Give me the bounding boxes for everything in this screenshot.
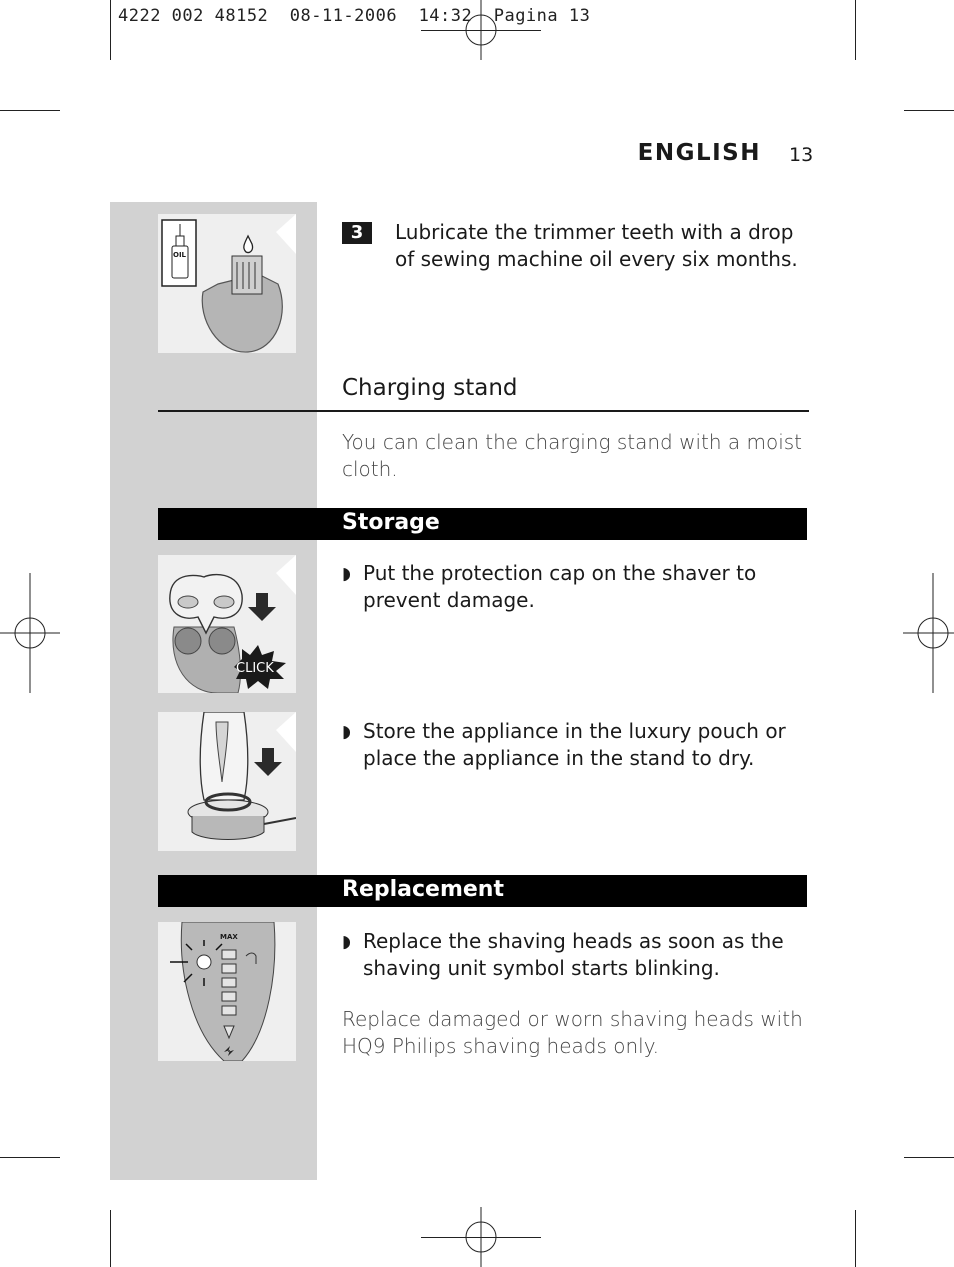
click-label: CLICK bbox=[236, 661, 274, 676]
bullet-icon: ◗ bbox=[342, 722, 351, 742]
illustration-stand bbox=[158, 712, 296, 851]
replacement-note-line1: Replace damaged or worn shaving heads with bbox=[342, 1007, 803, 1031]
replacement-heading-bar bbox=[158, 875, 807, 907]
storage-bullet1-line2: prevent damage. bbox=[363, 588, 535, 612]
print-header: 4222 002 48152 08-11-2006 14:32 Pagina 13 bbox=[118, 6, 591, 26]
charging-stand-line2: cloth. bbox=[342, 457, 398, 481]
storage-bullet2-line2: place the appliance in the stand to dry. bbox=[363, 746, 755, 770]
illustration-lubricate bbox=[158, 214, 296, 353]
bullet-icon: ◗ bbox=[342, 932, 351, 952]
illustration-protection-cap bbox=[158, 555, 296, 693]
bullet-icon: ◗ bbox=[342, 564, 351, 584]
illustration-display bbox=[158, 922, 296, 1061]
oil-bottle-icon bbox=[158, 214, 296, 353]
shaver-cap-icon bbox=[158, 555, 296, 693]
step3-line1: Lubricate the trimmer teeth with a drop bbox=[395, 220, 794, 244]
storage-heading-bar bbox=[158, 508, 807, 540]
replacement-bullet1-line2: shaving unit symbol starts blinking. bbox=[363, 956, 720, 980]
step3-line2: of sewing machine oil every six months. bbox=[395, 247, 798, 271]
storage-heading: Storage bbox=[342, 510, 440, 535]
charging-stand-line1: You can clean the charging stand with a moist bbox=[342, 430, 803, 454]
replacement-heading: Replacement bbox=[342, 877, 504, 902]
shaver-stand-icon bbox=[158, 712, 296, 851]
storage-bullet1-line1: Put the protection cap on the shaver to bbox=[363, 561, 757, 585]
charging-stand-heading: Charging stand bbox=[342, 375, 518, 401]
step-number: 3 bbox=[342, 222, 372, 244]
replacement-note-line2: HQ9 Philips shaving heads only. bbox=[342, 1034, 660, 1058]
oil-label: OIL bbox=[173, 251, 187, 259]
page-number: 13 bbox=[789, 144, 814, 166]
section-rule bbox=[158, 410, 809, 412]
language-heading: ENGLISH bbox=[637, 140, 761, 166]
storage-bullet2-line1: Store the appliance in the luxury pouch or bbox=[363, 719, 786, 743]
shaving-unit-display-icon bbox=[158, 922, 296, 1061]
max-label: MAX bbox=[220, 933, 238, 941]
replacement-bullet1-line1: Replace the shaving heads as soon as the bbox=[363, 929, 784, 953]
